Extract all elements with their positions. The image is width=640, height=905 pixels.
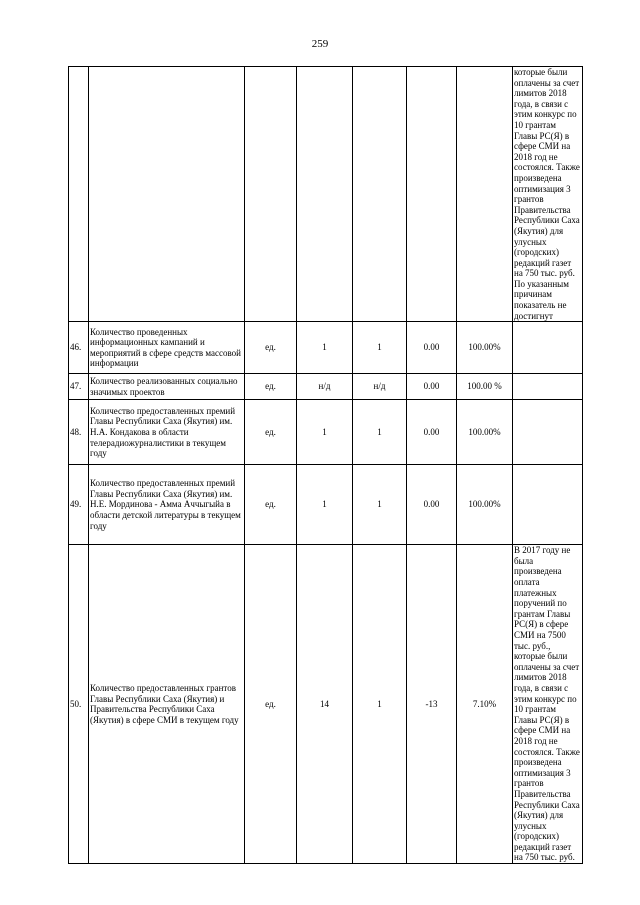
note-cell [513, 322, 583, 374]
percent-cell: 100.00 % [457, 374, 513, 400]
fact-cell: н/д [353, 374, 407, 400]
deviation-cell: 0.00 [407, 322, 457, 374]
deviation-cell: 0.00 [407, 465, 457, 545]
indicator-name: Количество предоставленных премий Главы Республики Саха (Якутия) им. Н.Е. Мординова - Амма Аччыгыйа в области детской литературы в текущем году [89, 465, 245, 545]
table-row [69, 545, 583, 864]
page-number: 259 [311, 38, 329, 50]
plan-cell [297, 67, 353, 322]
percent-cell: 100.00% [457, 400, 513, 465]
row-number: 46. [69, 322, 89, 374]
row-number: 48. [69, 400, 89, 465]
fact-cell: 1 [353, 322, 407, 374]
indicators-table [68, 66, 583, 864]
plan-cell: 1 [297, 465, 353, 545]
percent-cell: 100.00% [457, 465, 513, 545]
plan-cell: 1 [297, 322, 353, 374]
row-number: 49. [69, 465, 89, 545]
fact-cell: 1 [353, 400, 407, 465]
unit-cell [245, 67, 297, 322]
deviation-cell: 0.00 [407, 400, 457, 465]
row-number: 47. [69, 374, 89, 400]
percent-cell: 7.10% [457, 545, 513, 864]
deviation-cell [407, 67, 457, 322]
indicator-name: Количество проведенных информационных кампаний и мероприятий в сфере средств массовой информации [89, 322, 245, 374]
plan-cell: 1 [297, 400, 353, 465]
note-cell: В 2017 году не была произведена оплата платежных поручений по грантам Главы РС(Я) в сфере СМИ на 7500 тыс. руб., которые были оплачены за счет лимитов 2018 года, в связи с этим конкурс по 10 грантам Главы РС(Я) в сфере СМИ на 2018 год не состоялся. Также произведена оптимизация 3 грантов Правительства Республики Саха (Якутия) для улусных (городских) редакций газет на 750 тыс. руб. [513, 545, 583, 864]
indicator-name: Количество предоставленных премий Главы Республики Саха (Якутия) им. Н.А. Кондакова в области телерадиожурналистики в текущем году [89, 400, 245, 465]
deviation-cell: -13 [407, 545, 457, 864]
percent-cell: 100.00% [457, 322, 513, 374]
indicator-name [89, 67, 245, 322]
row-number: 50. [69, 545, 89, 864]
row-number [69, 67, 89, 322]
note-cell [513, 374, 583, 400]
note-cell: которые были оплачены за счет лимитов 2018 года, в связи с этим конкурс по 10 грантам Главы РС(Я) в сфере СМИ на 2018 год не состоялся. Также произведена оптимизация 3 грантов Правительства Республики Саха (Якутия) для улусных (городских) редакций газет на 750 тыс. руб. По указанным причинам показатель не достигнут [513, 67, 583, 322]
table-row [69, 374, 583, 400]
unit-cell: ед. [245, 400, 297, 465]
percent-cell [457, 67, 513, 322]
table-row [69, 465, 583, 545]
fact-cell: 1 [353, 465, 407, 545]
plan-cell: 14 [297, 545, 353, 864]
plan-cell: н/д [297, 374, 353, 400]
table-row [69, 67, 583, 322]
table-row [69, 322, 583, 374]
note-cell [513, 400, 583, 465]
unit-cell: ед. [245, 374, 297, 400]
table-row [69, 400, 583, 465]
unit-cell: ед. [245, 545, 297, 864]
fact-cell: 1 [353, 545, 407, 864]
deviation-cell: 0.00 [407, 374, 457, 400]
unit-cell: ед. [245, 465, 297, 545]
indicator-name: Количество реализованных социально значимых проектов [89, 374, 245, 400]
indicator-name: Количество предоставленных грантов Главы Республики Саха (Якутия) и Правительства Республики Саха (Якутия) в сфере СМИ в текущем году [89, 545, 245, 864]
note-cell [513, 465, 583, 545]
fact-cell [353, 67, 407, 322]
unit-cell: ед. [245, 322, 297, 374]
